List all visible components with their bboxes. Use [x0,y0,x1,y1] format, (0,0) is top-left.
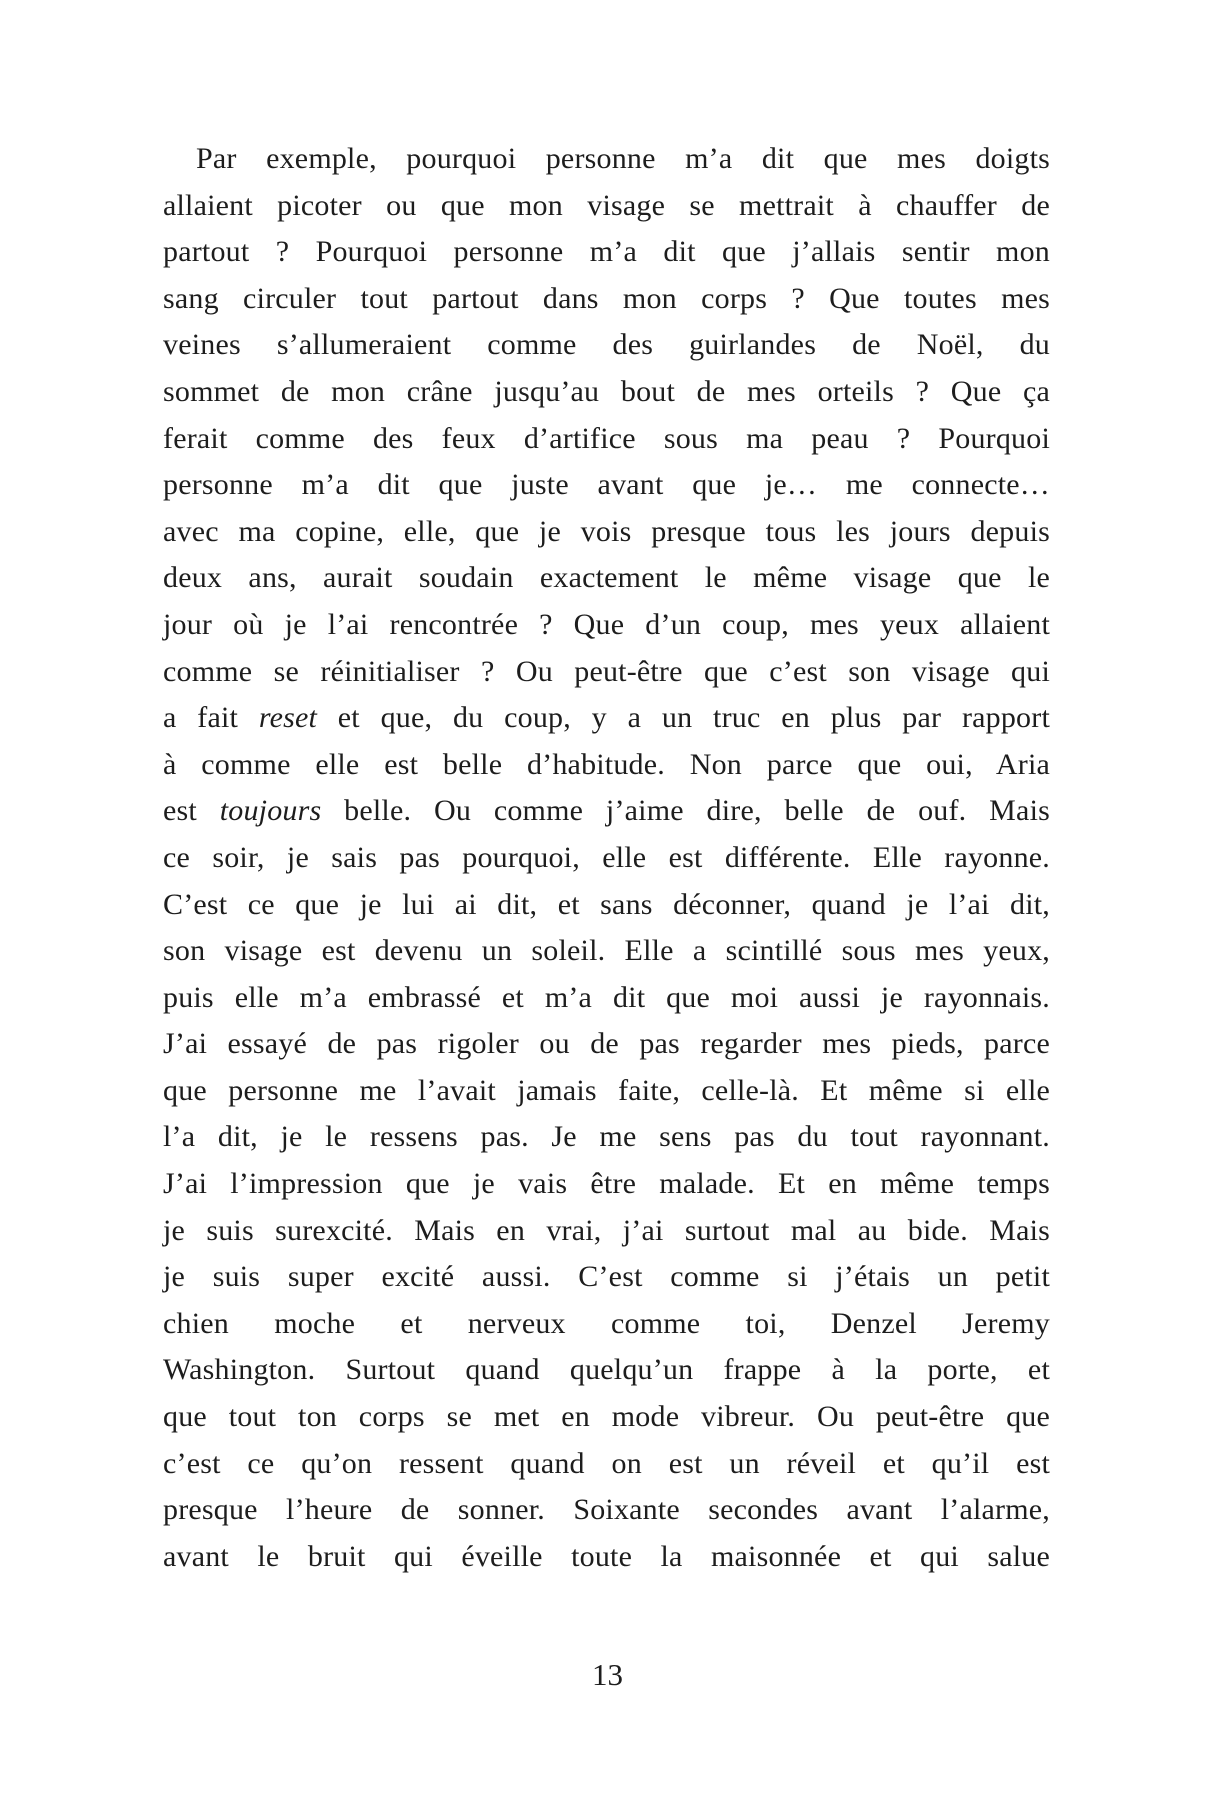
text-segment: comme se réinitialiser ? Ou peut-être que c’est son visage qui [163,654,1050,688]
text-line [163,509,1050,556]
text-line [163,229,1050,276]
text-segment: avec ma copine, elle, que je vois presque tous les jours depuis [163,514,1050,548]
text-line [163,1534,1050,1581]
text-line [163,555,1050,602]
text-line [163,928,1050,975]
page-number: 13 [592,1657,623,1692]
text-segment: à comme elle est belle d’habitude. Non parce que oui, Aria [163,747,1050,781]
text-line [163,1347,1050,1394]
text-line [163,1161,1050,1208]
text-segment: sommet de mon crâne jusqu’au bout de mes orteils ? Que ça [163,374,1050,408]
text-segment: C’est ce que je lui ai dit, et sans déconner, quand je l’ai dit, [163,887,1050,921]
text-segment: que personne me l’avait jamais faite, celle-là. Et même si elle [163,1073,1050,1107]
text-line [163,742,1050,789]
text-line [163,975,1050,1022]
italic-text: toujours [219,794,322,828]
text-segment: J’ai essayé de pas rigoler ou de pas regarder mes pieds, parce [163,1027,1050,1061]
text-segment: deux ans, aurait soudain exactement le même visage que le [163,561,1050,595]
text-line [163,462,1050,509]
text-segment: puis elle m’a embrassé et m’a dit que moi aussi je rayonnais. [163,980,1050,1014]
text-line [163,1301,1050,1348]
text-segment: son visage est devenu un soleil. Elle a scintillé sous mes yeux, [163,934,1050,968]
text-line [163,1254,1050,1301]
text-line [163,1441,1050,1488]
text-segment: a fait [163,701,259,735]
text-segment: avant le bruit qui éveille toute la maisonnée et qui salue [163,1539,1050,1573]
text-segment: l’a dit, je le ressens pas. Je me sens pas du tout rayonnant. [163,1120,1050,1154]
text-segment: sang circuler tout partout dans mon corps ? Que toutes mes [163,281,1050,315]
text-segment: presque l’heure de sonner. Soixante secondes avant l’alarme, [163,1493,1050,1527]
text-segment: veines s’allumeraient comme des guirlandes de Noël, du [163,328,1050,362]
text-segment: J’ai l’impression que je vais être malade. Et en même temps [163,1167,1050,1201]
text-line [163,416,1050,463]
text-line [163,788,1050,835]
text-segment: c’est ce qu’on ressent quand on est un réveil et qu’il est [163,1446,1050,1480]
text-line [163,1208,1050,1255]
text-line [163,1394,1050,1441]
text-line [163,1021,1050,1068]
text-segment: est [163,794,220,828]
text-segment: Par exemple, pourquoi personne m’a dit que mes doigts [196,142,1050,175]
text-line [163,1487,1050,1534]
text-line [163,695,1050,742]
text-segment: allaient picoter ou que mon visage se mettrait à chauffer de [163,188,1050,222]
text-line [163,1114,1050,1161]
text-segment: Washington. Surtout quand quelqu’un frappe à la porte, et [163,1353,1050,1387]
text-line [163,276,1050,323]
text-segment: que tout ton corps se met en mode vibreur. Ou peut-être que [163,1400,1050,1434]
text-segment: jour où je l’ai rencontrée ? Que d’un coup, mes yeux allaient [163,607,1050,641]
text-line [163,183,1050,230]
text-line [163,835,1050,882]
text-segment: et que, du coup, y a un truc en plus par rapport [317,701,1050,735]
text-line [163,369,1050,416]
body-text [163,136,1050,1580]
text-line [163,882,1050,929]
text-segment: chien moche et nerveux comme toi, Denzel Jeremy [163,1306,1050,1340]
text-line [163,649,1050,696]
text-segment: je suis super excité aussi. C’est comme si j’étais un petit [163,1260,1050,1294]
text-line [163,136,1050,183]
text-segment: je suis surexcité. Mais en vrai, j’ai surtout mal au bide. Mais [163,1213,1050,1247]
text-segment: partout ? Pourquoi personne m’a dit que j’allais sentir mon [163,235,1050,269]
text-segment: belle. Ou comme j’aime dire, belle de ouf. Mais [321,794,1050,828]
text-line [163,1068,1050,1115]
text-segment: ferait comme des feux d’artifice sous ma peau ? Pourquoi [163,421,1050,455]
text-line [163,322,1050,369]
italic-text: reset [258,701,318,735]
text-segment: ce soir, je sais pas pourquoi, elle est différente. Elle rayonne. [163,840,1050,874]
text-line [163,602,1050,649]
text-segment: personne m’a dit que juste avant que je… me connecte… [163,468,1050,502]
